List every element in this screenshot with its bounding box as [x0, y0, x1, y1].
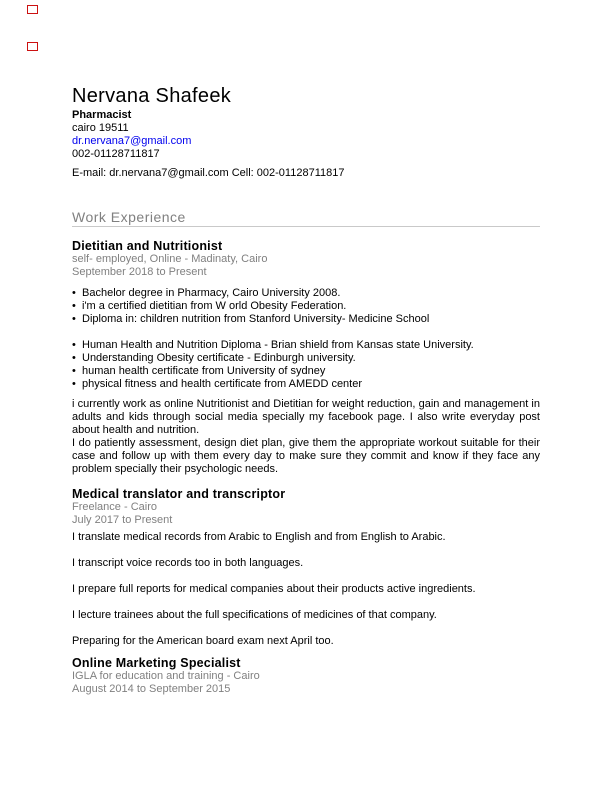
bullet-item: • Understanding Obesity certificate - Edinburgh university. [72, 352, 540, 365]
job-description-sentence: Preparing for the American board exam next April too. [72, 635, 334, 647]
job-company-location: self- employed, Online - Madinaty, Cairo [72, 253, 268, 265]
job-dates: July 2017 to Present [72, 514, 173, 526]
section-heading-work-experience: Work Experience [72, 209, 540, 227]
job-company-location: Freelance - Cairo [72, 501, 157, 513]
candidate-location: cairo 19511 [72, 122, 129, 134]
broken-image-icon [27, 42, 38, 51]
broken-image-icon [27, 5, 38, 14]
job-description [72, 531, 540, 648]
job-dates: September 2018 to Present [72, 266, 207, 278]
bullet-item: • Bachelor degree in Pharmacy, Cairo University 2008. [72, 287, 540, 300]
job-title: Online Marketing Specialist [72, 656, 241, 670]
bullet-group [72, 339, 540, 391]
bullet-group [72, 287, 540, 326]
job-description-paragraph: I do patiently assessment, design diet plan, give them the appropriate workout suitable for their case and follow up with them every day to make sure they commit and know if they face any problem specially their psychologic needs. [72, 437, 540, 475]
phone-number: 002-01128711817 [72, 148, 160, 160]
job-dates: August 2014 to September 2015 [72, 683, 231, 695]
job-description-sentence: I translate medical records from Arabic to English and from English to Arabic. [72, 531, 446, 543]
job-description-sentence: I prepare full reports for medical companies about their products active ingredients. [72, 583, 476, 595]
candidate-name: Nervana Shafeek [72, 85, 232, 107]
job-description-sentence: I transcript voice records too in both languages. [72, 557, 304, 569]
bullet-item: • i'm a certified dietitian from W orld Obesity Federation. [72, 300, 540, 313]
job-description-sentence: I lecture trainees about the full specifications of medicines of that company. [72, 609, 437, 621]
job-description [72, 398, 540, 476]
candidate-title: Pharmacist [72, 109, 132, 121]
contact-summary: E-mail: dr.nervana7@gmail.com Cell: 002-01128711817 [72, 167, 345, 179]
bullet-item: • Human Health and Nutrition Diploma - Brian shield from Kansas state University. [72, 339, 540, 352]
job-title: Medical translator and transcriptor [72, 487, 286, 501]
contact-block [72, 109, 540, 180]
bullet-item: • Diploma in: children nutrition from Stanford University- Medicine School [72, 313, 540, 326]
job-title: Dietitian and Nutritionist [72, 239, 223, 253]
bullet-item: • physical fitness and health certificate from AMEDD center [72, 378, 540, 391]
email-link[interactable]: dr.nervana7@gmail.com [72, 135, 192, 147]
job-company-location: IGLA for education and training - Cairo [72, 670, 260, 682]
bullet-item: • human health certificate from University of sydney [72, 365, 540, 378]
job-bullet-list [72, 287, 540, 391]
job-description-paragraph: i currently work as online Nutritionist and Dietitian for weight reduction, gain and management in adults and kids through social media specially my facebook page. I also write everyday post about health and nutrition. [72, 398, 540, 436]
